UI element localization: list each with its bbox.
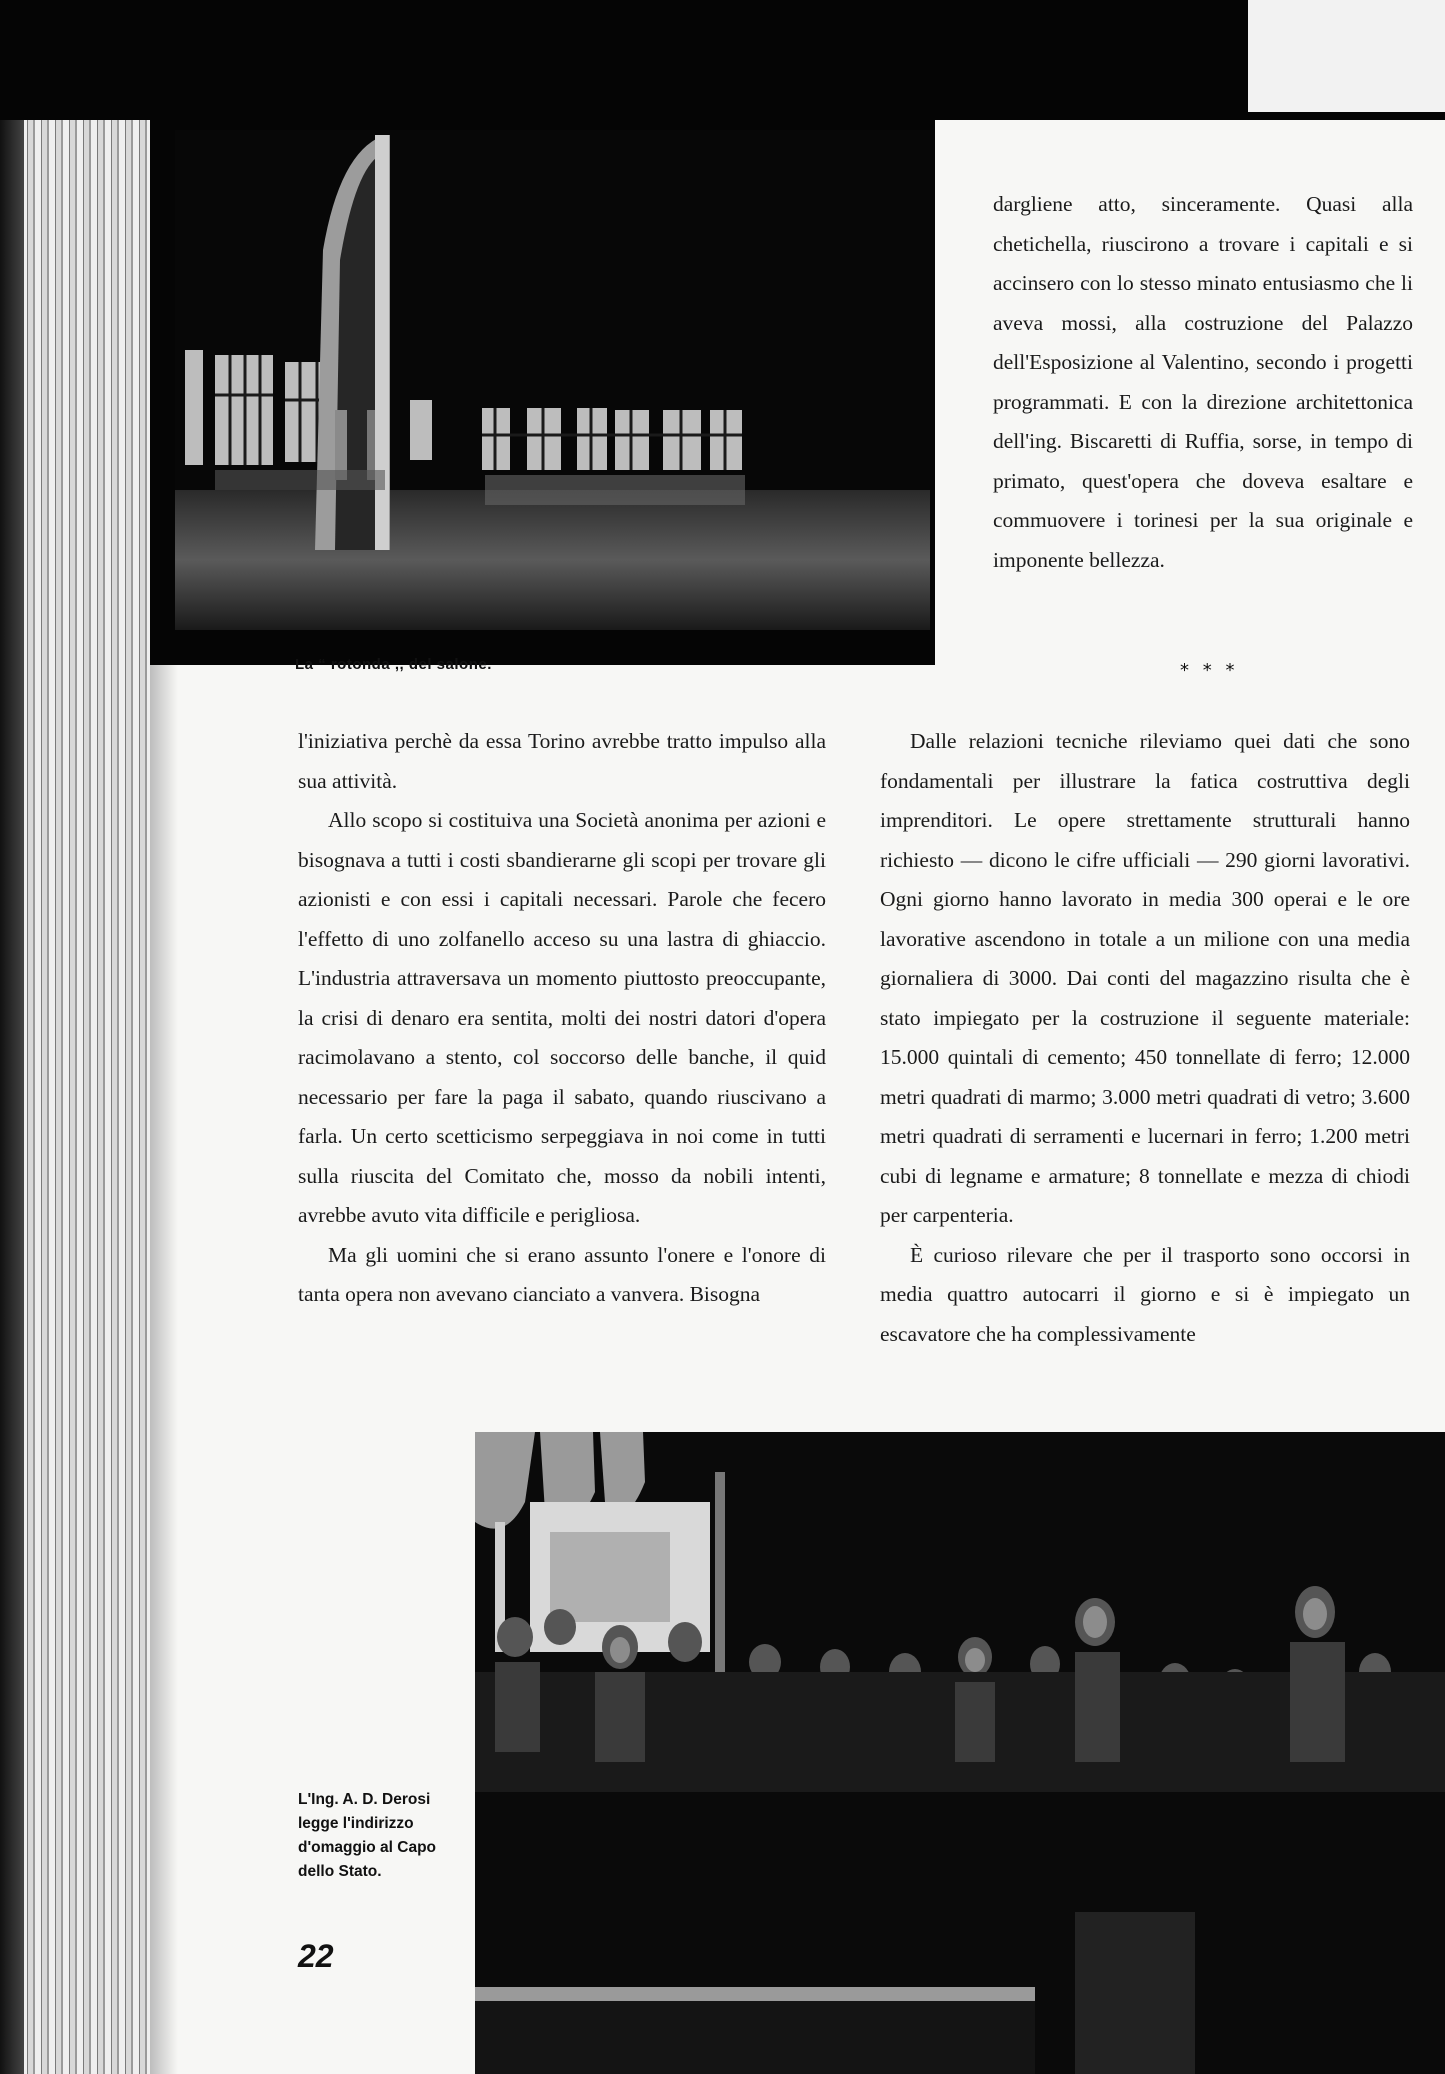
crowd-photo-caption: L'Ing. A. D. Derosi legge l'indirizzo d'omaggio al Capo dello Stato.	[298, 1791, 437, 1880]
page-edges	[0, 120, 170, 2074]
hall-photo-caption: La “ rotonda ,, del salone.	[295, 656, 492, 673]
text-column-left	[298, 722, 826, 1315]
binding-shadow	[0, 120, 24, 2074]
text-column-right-top	[993, 185, 1413, 580]
paragraph: Allo scopo si costituiva una Società anonima per azioni e bisognava a tutti i costi sbandierarne gli scopi per trovare gli azionisti e con essi i capitali necessari. Parole che fecero l'effetto di uno zolfanello acceso su una lastra di ghiaccio. L'industria attraversava un momento piuttosto preoccupante, la crisi di denaro era sentita, molti dei nostri datori d'opera racimolavano a stento, col soccorso delle banche, il quid necessario per fare la paga il sabato, quando riuscivano a farla. Un certo scetticismo serpeggiava in noi come in tutti sulla riuscita del Comitato che, mosso da nobili intenti, avrebbe avuto vita difficile e perigliosa.	[298, 808, 826, 1227]
section-separator: * * *	[1180, 660, 1239, 681]
paragraph: l'iniziativa perchè da essa Torino avrebbe tratto impulso alla sua attività.	[298, 729, 826, 793]
text-column-right	[880, 722, 1410, 1354]
page-number: 22	[298, 1938, 334, 1974]
top-right-sheet	[1248, 0, 1445, 112]
paragraph: dargliene atto, sinceramente. Quasi alla chetichella, riuscirono a trovare i capitali e si accinsero con lo stesso minato entusiasmo che li aveva mossi, alla costruzione del Palazzo dell'Esposizione al Valentino, secondo i progetti programmati. E con la direzione architettonica dell'ing. Biscaretti di Ruffia, sorse, in tempo di primato, quest'opera che doveva esaltare e commuovere i torinesi per la sua originale e imponente bellezza.	[993, 192, 1413, 572]
paragraph: Dalle relazioni tecniche rileviamo quei dati che sono fondamentali per illustrare la fatica costruttiva degli imprenditori. Le opere strettamente strutturali hanno richiesto — dicono le cifre ufficiali — 290 giorni lavorativi. Ogni giorno hanno lavorato in media 300 operai e le ore lavorative ascendono in totale a un milione con una media giornaliera di 3000. Dai conti del magazzino risulta che è stato impiegato per la costruzione il seguente materiale: 15.000 quintali di cemento; 450 tonnellate di ferro; 12.000 metri quadrati di marmo; 3.000 metri quadrati di vetro; 3.600 metri quadrati di serramenti e lucernari in ferro; 1.200 metri cubi di legname e armature; 8 tonnellate e mezza di chiodi per carpenteria.	[880, 729, 1410, 1227]
paragraph: Ma gli uomini che si erano assunto l'onere e l'onore di tanta opera non avevano cianciato a vanvera. Bisogna	[298, 1242, 826, 1306]
hall-photo	[175, 130, 930, 630]
paragraph: È curioso rilevare che per il trasporto sono occorsi in media quattro autocarri il giorno e si è impiegato un escavatore che ha complessivamente	[880, 1242, 1410, 1346]
crowd-photo	[475, 1432, 1445, 2074]
